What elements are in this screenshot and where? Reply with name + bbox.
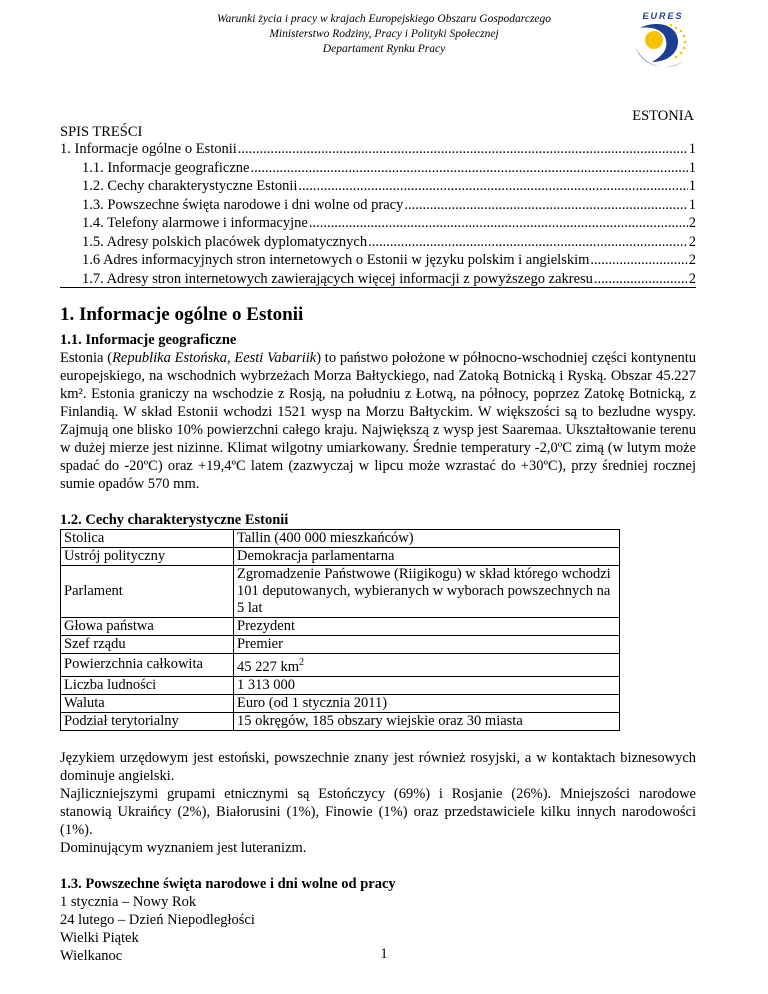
header-line-2: Ministerstwo Rodziny, Pracy i Polityki Społecznej bbox=[269, 28, 499, 40]
toc-item[interactable] bbox=[60, 178, 696, 197]
table-value: 45 227 $km^2$ bbox=[234, 654, 620, 677]
table-row bbox=[61, 618, 620, 636]
toc-item-text: 1.7. Adresy stron internetowych zawierających więcej informacji z powyższego zakresu bbox=[82, 270, 593, 287]
toc-leader bbox=[250, 160, 687, 177]
list-item: 24 lutego – Dzień Niepodległości bbox=[60, 911, 255, 928]
toc-item-text: 1.1. Informacje geograficzne bbox=[82, 159, 250, 176]
table-value: Prezydent bbox=[234, 618, 620, 636]
table-value: Euro (od 1 stycznia 2011) bbox=[234, 694, 620, 712]
table-value: 15 okręgów, 185 obszary wiejskie oraz 30 miasta bbox=[234, 712, 620, 730]
toc-leader bbox=[594, 271, 688, 288]
toc-page-number: 1 bbox=[688, 178, 696, 194]
toc-page-number: 1 bbox=[688, 196, 696, 213]
toc-item[interactable] bbox=[60, 215, 696, 234]
toc-leader bbox=[298, 178, 687, 195]
table-row bbox=[61, 548, 620, 566]
header-line-1: Warunki życia i pracy w krajach Europejskiego Obszaru Gospodarczego bbox=[216, 13, 552, 25]
features-table bbox=[60, 529, 620, 731]
toc-item[interactable] bbox=[60, 160, 696, 179]
list-item: Wielki Piątek bbox=[60, 929, 139, 946]
toc-item-text: 1.4. Telefony alarmowe i informacyjne bbox=[82, 215, 308, 231]
table-key: Szef rządu bbox=[61, 636, 234, 654]
table-row bbox=[61, 694, 620, 712]
toc-leader bbox=[404, 197, 687, 214]
toc-page-number: 2 bbox=[688, 252, 696, 268]
table-key: Powierzchnia całkowita bbox=[61, 654, 234, 677]
country-label: ESTONIA bbox=[632, 108, 694, 124]
toc-item[interactable] bbox=[60, 234, 696, 253]
table-key: Stolica bbox=[61, 530, 234, 548]
table-value: 1 313 000 bbox=[234, 676, 620, 694]
table-key: Waluta bbox=[61, 694, 234, 712]
geo-paragraph: Estonia (Republika Estońska, Eesti Vabariik) to państwo położone w północno-wschodniej części kontynentu europejskiego, na wschodnich wybrzeżach Morza Bałtyckiego, nad Zatoką Botnicką i Ryską. Obszar 45.227 km². Estonia graniczy na wschodzie z Rosją, na południu z Łotwą, na północy, poprzez Zatokę Botnicką, z Finlandią. W skład Estonii wchodzi 1521 wysp na Morzu Bałtyckim. W większości są to bezludne wyspy. Zajmują one blisko 10% powierzchni całego kraju. Największą z wysp jest Saaremaa. Ukształtowanie terenu w dużej mierze jest nizinne. Klimat wilgotny umiarkowany. Średnie temperatury -2,0ºC zimą (w lutym może spadać do -20ºC) oraz +19,4ºC latem (zazwyczaj w lipcu może wzrastać do +30ºC), przy średniej rocznej sumie opadów 570 mm. bbox=[60, 350, 696, 492]
eures-logo bbox=[632, 10, 694, 74]
toc-item-text: 1. Informacje ogólne o Estonii bbox=[60, 141, 237, 157]
main-content bbox=[60, 303, 696, 965]
table-row bbox=[61, 636, 620, 654]
toc-item[interactable] bbox=[60, 141, 696, 160]
table-key: Podział terytorialny bbox=[61, 712, 234, 730]
header-line-3: Departament Rynku Pracy bbox=[322, 43, 446, 55]
toc-leader bbox=[368, 234, 688, 251]
religion-paragraph: Dominującym wyznaniem jest luteranizm. bbox=[60, 839, 307, 856]
toc-page-number: 1 bbox=[688, 141, 696, 157]
table-row bbox=[61, 530, 620, 548]
table-value: Zgromadzenie Państwowe (Riigikogu) w skład którego wchodzi 101 deputowanych, wybieranych w wyborach powszechnych na 5 lat bbox=[234, 566, 620, 618]
table-row bbox=[61, 676, 620, 694]
table-key: Głowa państwa bbox=[61, 618, 234, 636]
toc-item[interactable] bbox=[60, 252, 696, 271]
ethnic-paragraph: Najliczniejszymi grupami etnicznymi są Estończycy (69%) i Rosjanie (26%). Mniejszości narodowe stanowią Ukraińcy (2%), Białorusini (1%), Finowie (1%) oraz przedstawiciele kilku innych narodowości (1%). bbox=[60, 785, 696, 838]
toc-title: SPIS TREŚCI bbox=[60, 124, 143, 140]
list-item: 1 stycznia – Nowy Rok bbox=[60, 893, 197, 910]
table-key: Ustrój polityczny bbox=[61, 548, 234, 566]
table-row bbox=[61, 712, 620, 730]
list-item: Wielkanoc bbox=[60, 947, 123, 964]
table-row bbox=[61, 654, 620, 677]
toc-leader bbox=[238, 141, 688, 158]
table-value: Tallin (400 000 mieszkańców) bbox=[234, 530, 620, 548]
table-key: Parlament bbox=[61, 566, 234, 618]
table-key: Liczba ludności bbox=[61, 676, 234, 694]
table-row bbox=[61, 566, 620, 618]
toc-page-number: 2 bbox=[688, 233, 696, 250]
section-title: 1. Informacje ogólne o Estonii bbox=[60, 304, 304, 325]
toc-item-text: 1.6 Adres informacyjnych stron internetowych o Estonii w języku polskim i angielskim bbox=[82, 252, 590, 268]
page-number: 1 bbox=[380, 946, 388, 962]
toc-page-number: 2 bbox=[688, 215, 696, 231]
table-value: Demokracja parlamentarna bbox=[234, 548, 620, 566]
table-of-contents bbox=[60, 141, 696, 289]
toc-leader bbox=[309, 215, 688, 232]
divider bbox=[60, 287, 696, 288]
toc-page-number: 2 bbox=[688, 270, 696, 287]
toc-item[interactable] bbox=[60, 197, 696, 216]
toc-item-text: 1.3. Powszechne święta narodowe i dni wolne od pracy bbox=[82, 196, 404, 213]
subsection-title-holidays: 1.3. Powszechne święta narodowe i dni wolne od pracy bbox=[60, 875, 396, 892]
logo-text: EURES bbox=[642, 11, 684, 21]
subsection-title-geo: 1.1. Informacje geograficzne bbox=[60, 332, 237, 348]
language-paragraph: Językiem urzędowym jest estoński, powszechnie znany jest również rosyjski, a w kontaktach biznesowych dominuje angielski. bbox=[60, 749, 696, 784]
table-value: Premier bbox=[234, 636, 620, 654]
toc-page-number: 1 bbox=[688, 159, 696, 176]
toc-item-text: 1.5. Adresy polskich placówek dyplomatycznych bbox=[82, 233, 368, 250]
toc-leader bbox=[590, 252, 687, 269]
subsection-title-features: 1.2. Cechy charakterystyczne Estonii bbox=[60, 512, 289, 528]
toc-item-text: 1.2. Cechy charakterystyczne Estonii bbox=[82, 178, 298, 194]
